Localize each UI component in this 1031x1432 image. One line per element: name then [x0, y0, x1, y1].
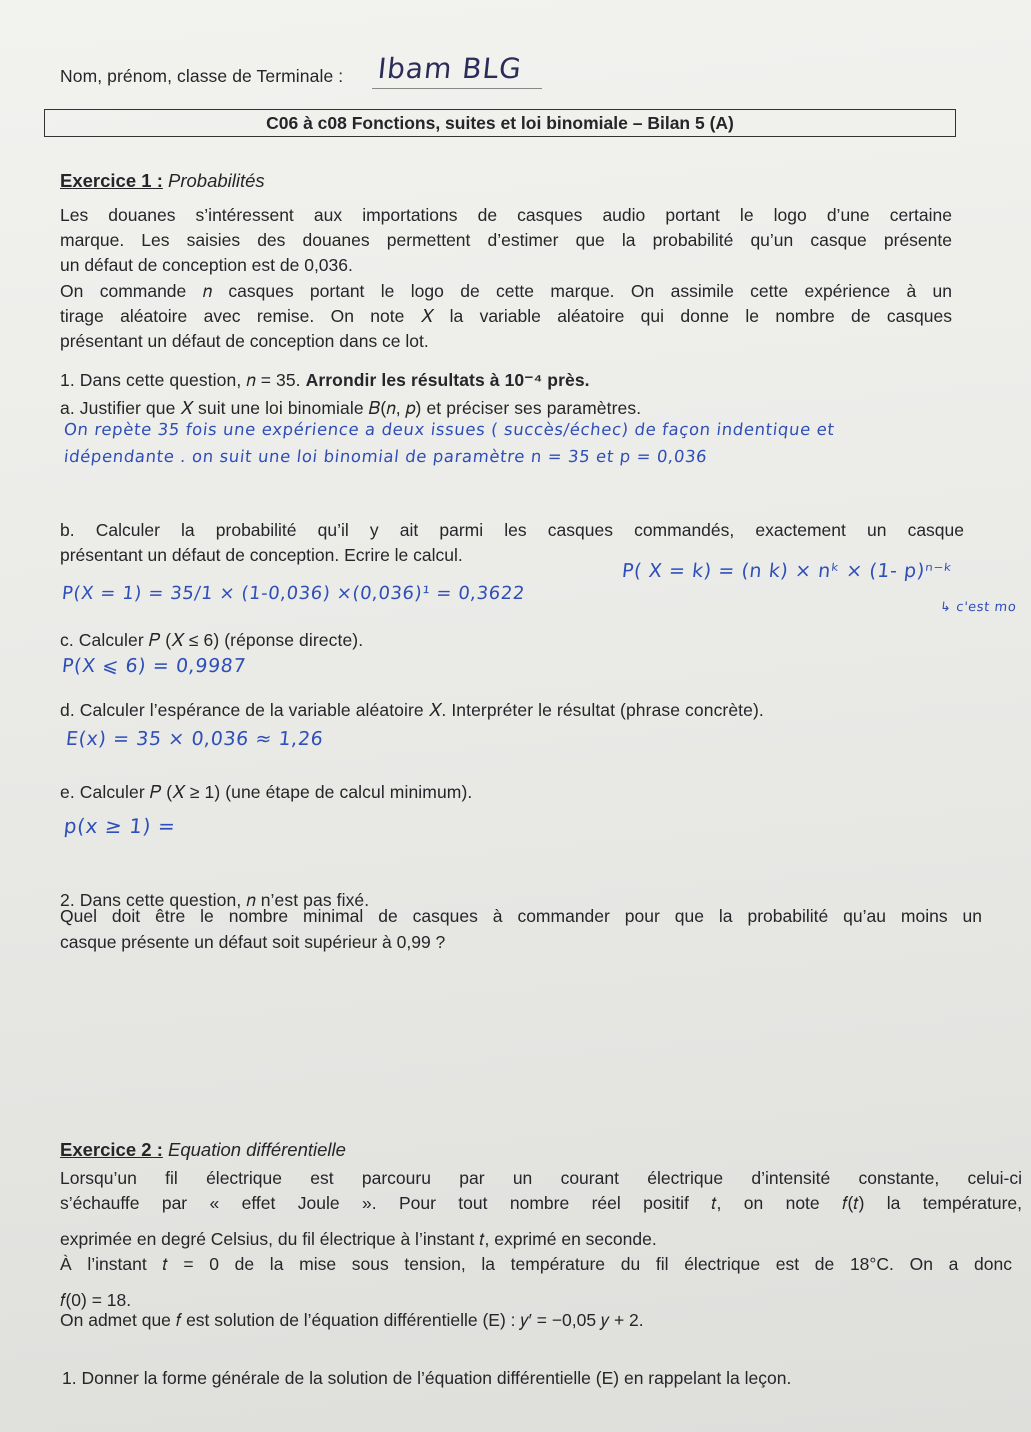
- exercise2-question-1: 1. Donner la forme générale de la solution de l’équation différentielle (E) en rappelant la leçon.: [62, 1368, 792, 1388]
- exercise1-heading: [60, 170, 265, 192]
- name-underline: [372, 88, 542, 89]
- handwritten-name: Ibam BLG: [376, 52, 524, 85]
- question-1e-text: e. Calculer 𝑃 (𝑋 ≥ 1) (une étape de calcul minimum).: [60, 782, 473, 802]
- question-2-line-2: Quel doit être le nombre minimal de casques à commander pour que la probabilité qu’au moins un: [60, 906, 982, 926]
- exercise1-intro-line-2: marque. Les saisies des douanes permettent d’estimer que la probabilité qu’un casque présente: [60, 230, 952, 250]
- exercise1-topic: Probabilités: [168, 170, 265, 191]
- exercise1-intro-line-4: On commande 𝑛 casques portant le logo de cette marque. On assimile cette expérience à un: [60, 281, 952, 301]
- question-1-text: 1. Dans cette question, 𝑛 = 35.: [60, 370, 301, 390]
- exercise2-label: Exercice 2 :: [60, 1139, 163, 1160]
- name-label: Nom, prénom, classe de Terminale :: [60, 66, 344, 86]
- exercise2-intro-line-3: exprimée en degré Celsius, du fil électrique à l’instant 𝑡, exprimé en seconde.: [60, 1229, 657, 1249]
- exercise2-intro-line-4: À l’instant 𝑡 = 0 de la mise sous tension, la température du fil électrique est de 18°C. On a donc: [60, 1254, 1012, 1274]
- exercise2-intro-line-2: s’échauffe par « effet Joule ». Pour tout nombre réel positif 𝑡, on note 𝑓(𝑡) la température,: [60, 1193, 1022, 1213]
- exercise2-intro-line-6: On admet que 𝑓 est solution de l’équation différentielle (E) : 𝑦′ = −0,05 𝑦 + 2.: [60, 1310, 644, 1330]
- exercise2-topic: Equation différentielle: [168, 1139, 346, 1160]
- question-2-line-3: casque présente un défaut soit supérieur à 0,99 ?: [60, 932, 446, 952]
- question-1b-line-2: présentant un défaut de conception. Ecrire le calcul.: [60, 545, 463, 565]
- question-1a-text: a. Justifier que 𝑋 suit une loi binomiale 𝐵(𝑛, 𝑝) et préciser ses paramètres.: [60, 398, 642, 418]
- question-1d-text: d. Calculer l’espérance de la variable aléatoire 𝑋. Interpréter le résultat (phrase concrète).: [60, 700, 764, 720]
- exercise1-intro-line-5: tirage aléatoire avec remise. On note 𝑋 la variable aléatoire qui donne le nombre de casques: [60, 306, 952, 326]
- answer-1a-line-1: On repète 35 fois une expérience a deux issues ( succès/échec) de façon indentique et: [63, 420, 836, 439]
- answer-1e: p(x ≥ 1) =: [62, 814, 177, 838]
- question-1b-line-1: b. Calculer la probabilité qu’il y ait parmi les casques commandés, exactement un casque: [60, 520, 964, 540]
- exercise2-intro-line-5: 𝑓(0) = 18.: [60, 1290, 132, 1310]
- question-1c-text: c. Calculer 𝑃 (𝑋 ≤ 6) (réponse directe).: [60, 630, 364, 650]
- exercise1-intro-line-3: un défaut de conception est de 0,036.: [60, 255, 353, 275]
- exercise1-label: Exercice 1 :: [60, 170, 163, 191]
- question-1-heading: [60, 370, 590, 391]
- binomial-formula: P( X = k) = (n k) × nᵏ × (1- p)ⁿ⁻ᵏ: [620, 560, 954, 582]
- exercise2-heading: [60, 1139, 346, 1161]
- question-2-line-1: 2. Dans cette question, 𝑛 n’est pas fixé.: [60, 890, 370, 910]
- document-title: C06 à c08 Fonctions, suites et loi binomiale – Bilan 5 (A): [44, 109, 956, 137]
- exercise2-intro-line-1: Lorsqu’un fil électrique est parcouru par un courant électrique d’intensité constante, celui-ci: [60, 1168, 1022, 1188]
- question-1-rounding: Arrondir les résultats à 10⁻⁴ près.: [305, 370, 590, 390]
- answer-1b: P(X = 1) = 35/1 × (1-0,036) ×(0,036)¹ = 0,3622: [60, 583, 527, 604]
- exercise1-intro-line-1: Les douanes s’intéressent aux importations de casques audio portant le logo d’une certaine: [60, 205, 952, 225]
- answer-1d: E(x) = 35 × 0,036 ≈ 1,26: [64, 728, 325, 750]
- exercise1-intro-line-6: présentant un défaut de conception dans ce lot.: [60, 331, 429, 351]
- formula-note: ↳ c'est mo: [939, 600, 1018, 615]
- answer-1a-line-2: idépendante . on suit une loi binomial de paramètre n = 35 et p = 0,036: [63, 447, 709, 466]
- answer-1c: P(X ⩽ 6) = 0,9987: [60, 655, 248, 677]
